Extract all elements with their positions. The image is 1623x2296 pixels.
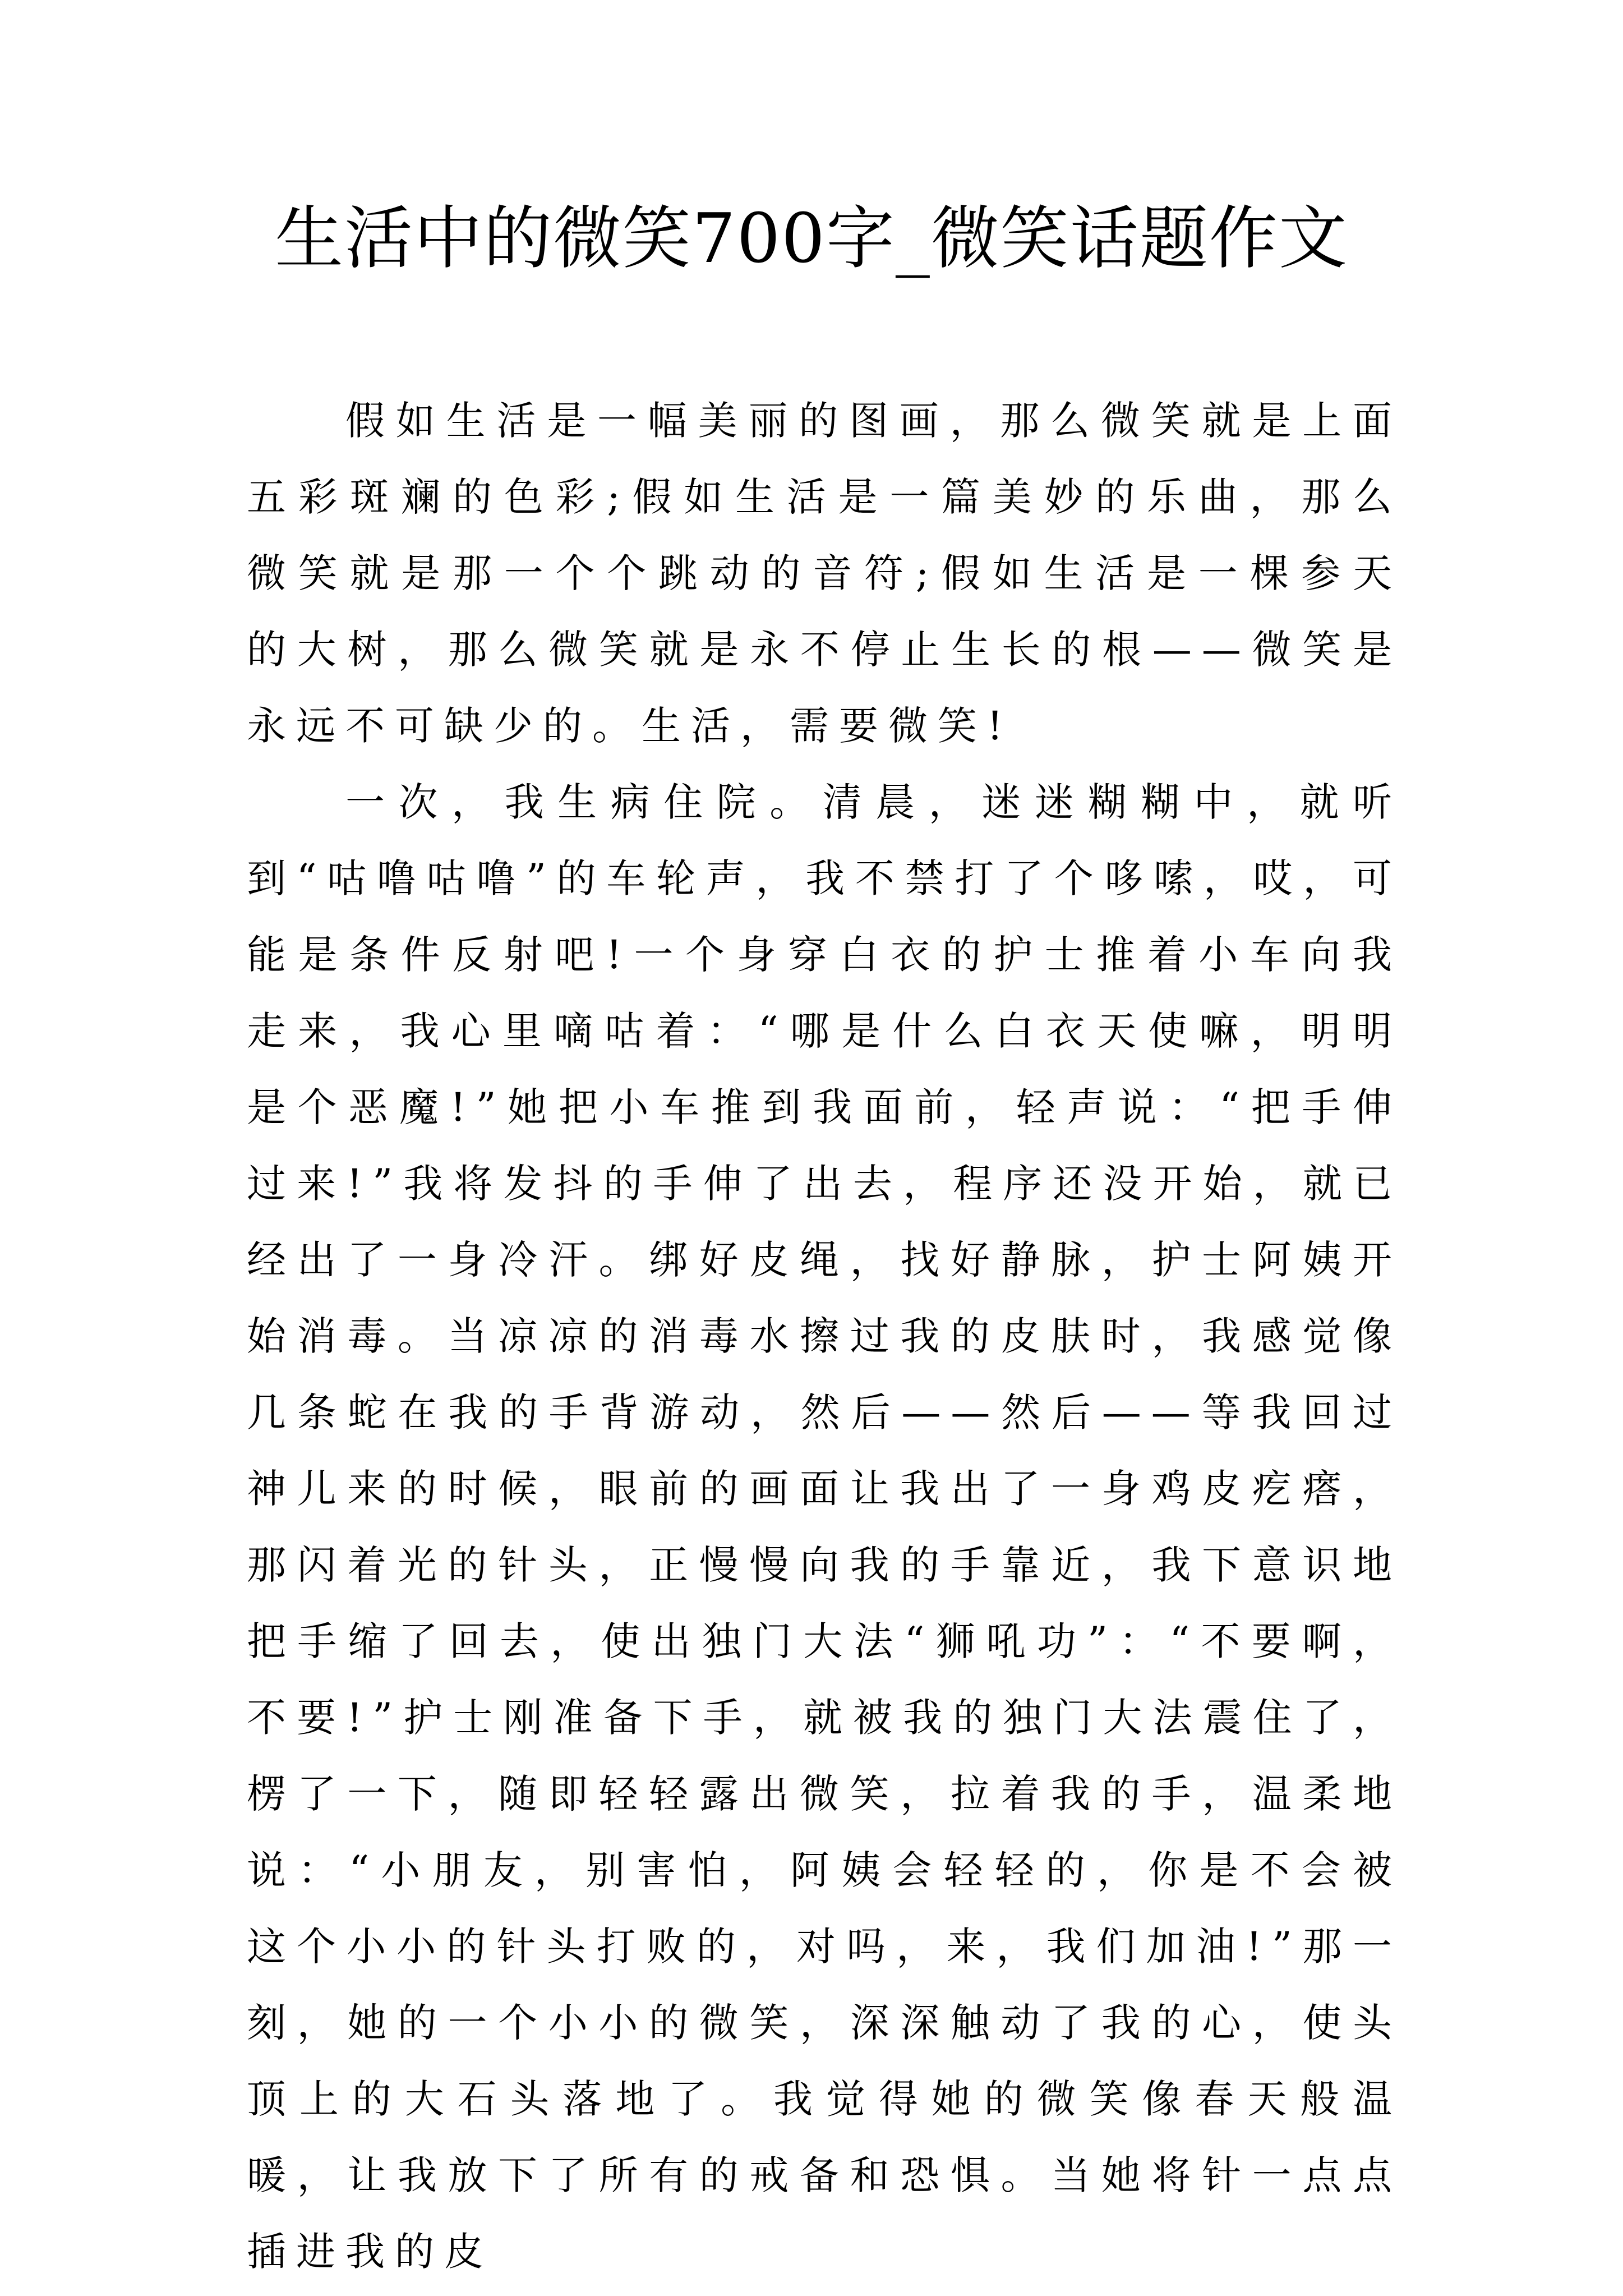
paragraph-2: 一次，我生病住院。清晨，迷迷糊糊中，就听到“咕噜咕噜”的车轮声，我不禁打了个哆嗦，哎，可能是条件反射吧!一个身穿白衣的护士推着小车向我走来，我心里嘀咕着：“哪是什么白衣天使嘛，明明是个恶魔!”她把小车推到我面前，轻声说：“把手伸过来!”我将发抖的手伸了出去，程序还没开始，就已经出了一身冷汗。绑好皮绳，找好静脉，护士阿姨开始消毒。当凉凉的消毒水擦过我的皮肤时，我感觉像几条蛇在我的手背游动，然后——然后——等我回过神儿来的时候，眼前的画面让我出了一身鸡皮疙瘩，那闪着光的针头，正慢慢向我的手靠近，我下意识地把手缩了回去，使出独门大法“狮吼功”：“不要啊，不要!”护士刚准备下手，就被我的独门大法震住了，楞了一下，随即轻轻露出微笑，拉着我的手，温柔地说：“小朋友，别害怕，阿姨会轻轻的，你是不会被这个小小的针头打败的，对吗，来，我们加油!”那一刻，她的一个小小的微笑，深深触动了我的心，使头顶上的大石头落地了。我觉得她的微笑像春天般温暖，让我放下了所有的戒备和恐惧。当她将针一点点插进我的皮 [247,779,1402,2275]
document-title: 生活中的微笑700字_微笑话题作文 [275,199,1348,278]
paragraph-1: 假如生活是一幅美丽的图画，那么微笑就是上面五彩斑斓的色彩;假如生活是一篇美妙的乐曲，那么微笑就是那一个个跳动的音符;假如生活是一棵参天的大树，那么微笑就是永不停止生长的根——微笑是永远不可缺少的。生活，需要微笑! [247,398,1402,749]
document-body [247,383,1402,2290]
